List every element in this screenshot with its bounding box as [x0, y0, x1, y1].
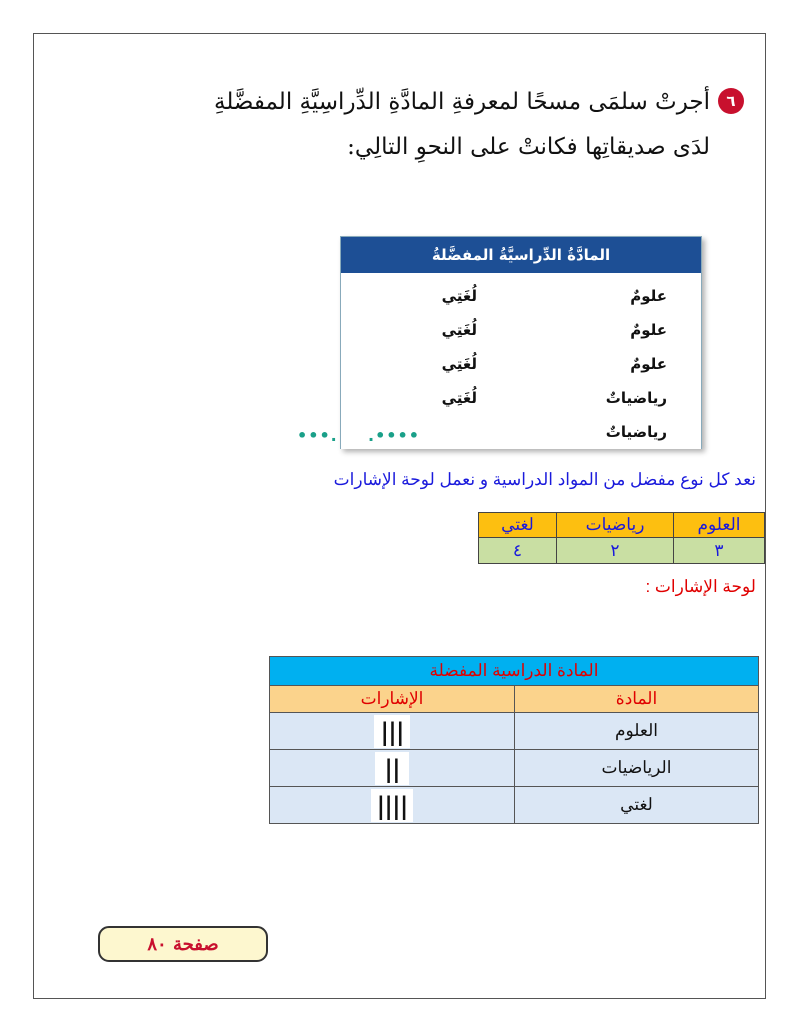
- frequency-header-row: [479, 513, 765, 538]
- survey-cell: رياضياتٌ: [605, 423, 667, 441]
- survey-cell: لُغَتِي: [441, 321, 477, 339]
- tally-marks-cell: [270, 713, 515, 750]
- question-number-badge: ٦: [718, 88, 744, 114]
- frequency-value-row: [479, 538, 765, 564]
- frequency-header-cell: رياضيات: [557, 513, 674, 538]
- survey-cell: لُغَتِي: [441, 389, 477, 407]
- tally-marks-cell: [270, 750, 515, 787]
- tally-marks: ||: [384, 753, 400, 783]
- tally-title-row: [270, 657, 759, 686]
- tally-subject: العلوم: [515, 713, 759, 750]
- survey-cell: علومٌ: [630, 355, 667, 373]
- tally-marks-box: [375, 752, 409, 785]
- frequency-value-cell: ٣: [674, 538, 765, 564]
- tally-marks: ||||: [376, 790, 408, 820]
- survey-cell: علومٌ: [630, 287, 667, 305]
- survey-row: [341, 313, 701, 347]
- tally-board-label: لوحة الإشارات :: [645, 577, 756, 596]
- tally-marks-box: [374, 715, 409, 748]
- tally-subject: الرياضيات: [515, 750, 759, 787]
- frequency-header-cell: لغتي: [479, 513, 557, 538]
- survey-table-title: المادَّةُ الدِّراسيَّةُ المفضَّلةُ: [341, 237, 701, 273]
- question-text: أجرتْ سلمَى مسحًا لمعرفةِ المادَّةِ الدِّراسِيَّةِ المفضَّلةِ لدَى صديقاتِها فكانتْ على النحوِ التالِي:: [213, 89, 710, 160]
- survey-cell: علومٌ: [630, 321, 667, 339]
- survey-cell: رياضياتٌ: [605, 389, 667, 407]
- tally-row: [270, 787, 759, 824]
- watermark-dots: •••.: [297, 426, 338, 445]
- tally-marks: |||: [380, 716, 404, 746]
- survey-row: [341, 279, 701, 313]
- tally-marks-cell: [270, 787, 515, 824]
- tally-row: [270, 713, 759, 750]
- instruction-text: نعد كل نوع مفضل من المواد الدراسية و نعمل لوحة الإشارات: [333, 470, 756, 489]
- tally-header-subject: المادة: [515, 686, 759, 713]
- tally-row: [270, 750, 759, 787]
- tally-header-marks: الإشارات: [270, 686, 515, 713]
- tally-title: المادة الدراسية المفضلة: [270, 657, 759, 686]
- tally-table: [269, 656, 759, 824]
- frequency-value-cell: ٤: [479, 538, 557, 564]
- watermark-dots: .••••: [368, 426, 420, 445]
- survey-cell: لُغَتِي: [441, 287, 477, 305]
- survey-row: [341, 347, 701, 381]
- frequency-value-cell: ٢: [557, 538, 674, 564]
- frequency-header-cell: العلوم: [674, 513, 765, 538]
- tally-subject: لغتي: [515, 787, 759, 824]
- survey-cell: لُغَتِي: [441, 355, 477, 373]
- survey-row: [341, 381, 701, 415]
- frequency-table: [478, 512, 765, 564]
- survey-table: [340, 236, 702, 449]
- tally-marks-box: [371, 789, 414, 822]
- tally-header-row: [270, 686, 759, 713]
- page-number-badge: صفحة ٨٠: [98, 926, 268, 962]
